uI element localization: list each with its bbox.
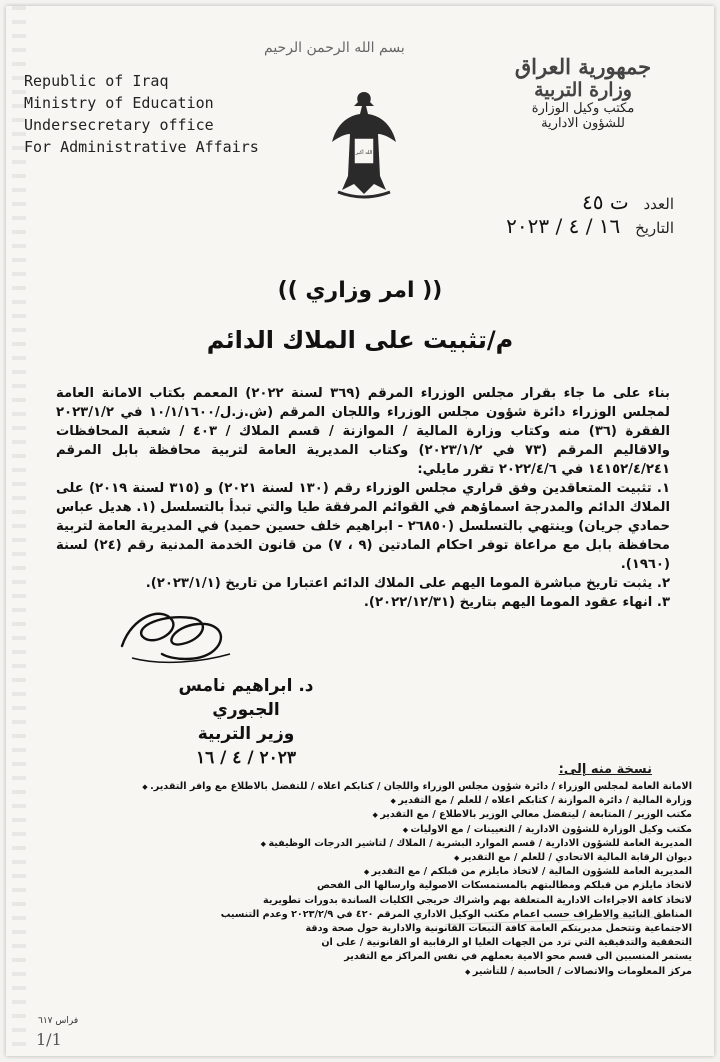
cc-item: المديرية العامة للشؤون الادارية / قسم الموارد البشرية / الملاك / لتاشير الدرجات الوظيفية ◆ <box>64 837 692 851</box>
cc-item: لاتخاذ مايلزم من قبلكم ومطالبتهم بالمستمسكات الاصولية وارسالها الى الفحص <box>317 880 692 892</box>
emblem-text: الله أكبر <box>355 150 373 156</box>
cc-item: المناطق النائية والاطراف حسب اعمام مكتب الوكيل الاداري المرقم ٤٢٠ في ٢٠٢٣/٢/٩ وعدم التنسيب <box>220 908 692 920</box>
subject-title: م/تثبيت على الملاك الدائم <box>206 326 514 354</box>
body-item-1: ١. تثبيت المتعاقدين وفق قراري مجلس الوزراء رقم (١٣٠ لسنة ٢٠٢١) و (٣١٥ لسنة ٢٠١٩) على الملاك الدائم والمدرجة اسماؤهم في القوائم المرفقة طيا والتي تبدأ بالتسلسل (١. هديل عباس حمادي جريان) وينتهي بالتسلسل (٢٦٨٥٠ - ابراهيم خلف حسين حميد) في المديرية العامة لتربية محافظة بابل مع مراعاة توفر احكام المادتين (٩ ، ٧) من قانون الخدمة المدنية رقم (٢٤) لسنة (١٩٦٠). <box>56 481 671 572</box>
date-value: ١٦ / ٤ / ٢٠٢٣ <box>506 214 621 238</box>
number-label: العدد <box>643 195 674 213</box>
reference-date <box>484 214 674 238</box>
cc-item: لاتخاذ كافة الاجراءات الادارية المتعلقة بهم واشراك خريجي الكليات الساندة بدورات تطويرية <box>263 894 692 906</box>
form-number: فراس ٦١٧ <box>38 1016 79 1026</box>
iraq-eagle-emblem-icon <box>324 86 404 206</box>
arabic-line-1: جمهورية العراق <box>514 54 652 79</box>
reference-number <box>484 190 674 214</box>
cc-item: يستمر المنسبين الى قسم محو الامية بعملهم في نفس المراكز مع التقدير <box>344 951 692 963</box>
reference-block <box>484 190 674 238</box>
english-line-3: Undersecretary office <box>24 116 214 134</box>
english-line-2: Ministry of Education <box>24 94 214 112</box>
arabic-letterhead <box>488 54 678 131</box>
binder-holes <box>12 6 26 1056</box>
basmala: بسم الله الرحمن الرحيم <box>264 40 405 56</box>
page-number: 1/1 <box>36 1030 62 1049</box>
english-line-4: For Administrative Affairs <box>24 138 259 156</box>
cc-item: الاجتماعية وتتحمل مديريتكم العامة كافة التبعات القانونية والادارية حول صحة ودقة <box>305 923 692 935</box>
body-item-2: ٢. يثبت تاريخ مباشرة الموما اليهم على الملاك الدائم اعتبارا من تاريخ (٢٠٢٣/١/١). <box>145 576 670 591</box>
cc-title: نسخة منه إلى: <box>558 762 652 777</box>
document-page <box>6 6 714 1056</box>
signatory-block <box>146 674 346 770</box>
cc-item: التحققية والتدقيقية التي ترد من الجهات العليا او الرقابية او القانونية / على ان <box>321 937 692 949</box>
order-body <box>56 384 670 612</box>
signatory-title: وزير التربية <box>197 724 295 744</box>
number-value: ت ٤٥ <box>582 190 629 214</box>
signatory-date: ٢٠٢٣ / ٤ / ١٦ <box>195 748 297 768</box>
handwritten-signature <box>102 596 242 676</box>
arabic-line-4: للشؤون الادارية <box>541 116 625 131</box>
cc-item: المديرية العامة للشؤون المالية / لاتخاذ مايلزم من قبلكم / مع التقدير ◆ <box>64 865 692 879</box>
english-line-1: Republic of Iraq <box>24 72 169 90</box>
arabic-line-2: وزارة التربية <box>534 79 632 101</box>
arabic-line-3: مكتب وكيل الوزارة <box>531 101 635 116</box>
body-intro: بناء على ما جاء بقرار مجلس الوزراء المرقم (٣٦٩ لسنة ٢٠٢٢) المعمم بكتاب الامانة العامة لمجلس الوزراء دائرة شؤون مجلس الوزراء واللجان المرقم (ش.ز.ل/١٠/١/١٦٠٠ في ٢٠٢٣/١/٢ الفقرة (٣٦) منه وكتاب وزارة المالية / الموازنة / قسم الملاك / ٤٠٣ / شعبة المحافظات والاقاليم المرقم (٧٣ في ٢٠٢٣/١/٢) وكتاب المديرية العامة لتربية محافظة بابل المرقم ١٤١٥٢/٤/٢٤١ في ٢٠٢٢/٤/٦ تقرر مايلي: <box>56 386 671 477</box>
english-letterhead <box>24 70 259 158</box>
signatory-name: د. ابراهيم نامس الجبوري <box>178 676 314 720</box>
cc-item: الامانة العامة لمجلس الوزراء / دائرة شؤون مجلس الوزراء واللجان / كتابكم اعلاه / للتفضل بالاطلاع مع وافر التقدير. ◆ <box>64 780 692 794</box>
order-title: (( امر وزاري )) <box>277 278 443 303</box>
cc-item: مكتب الوزير / المتابعة / ليتفضل معالي الوزير بالاطلاع / مع التقدير ◆ <box>64 808 692 822</box>
date-label: التاريخ <box>635 219 674 237</box>
cc-item: ديوان الرقابة المالية الاتحادي / للعلم / مع التقدير ◆ <box>64 851 692 865</box>
cc-item: وزارة المالية / دائرة الموازنة / كتابكم اعلاه / للعلم / مع التقدير ◆ <box>64 794 692 808</box>
cc-item: مكتب وكيل الوزارة للشؤون الادارية / التعيينات / مع الاوليات ◆ <box>64 823 692 837</box>
body-item-3: ٣. انهاء عقود الموما اليهم بتاريخ (٢٠٢٢/١٢/٣١). <box>363 595 670 610</box>
cc-item: مركز المعلومات والاتصالات / الحاسبة / للتأشير ◆ <box>64 965 692 979</box>
